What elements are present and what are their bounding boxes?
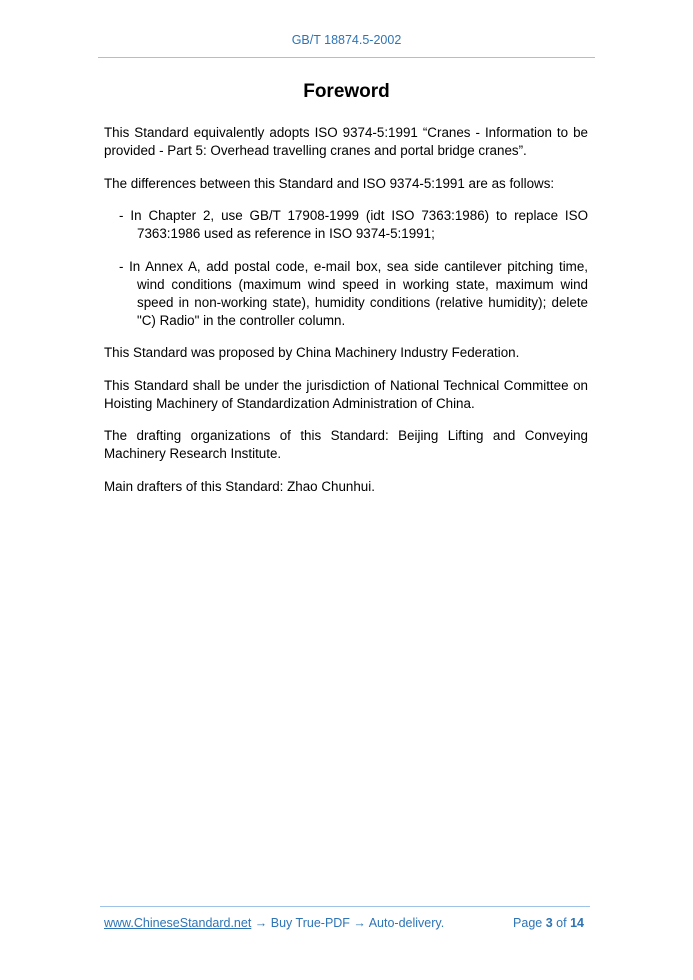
header-divider (98, 57, 595, 58)
list-item-chapter-2: - In Chapter 2, use GB/T 17908-1999 (idt ISO 7363:1986) to replace ISO 7363:1986 used as reference in ISO 9374-5:1991; (119, 208, 588, 241)
paragraph-jurisdiction: This Standard shall be under the jurisdiction of National Technical Committee on Hoisting Machinery of Standardization Administration of China. (104, 377, 588, 411)
paragraph-drafting-organizations: The drafting organizations of this Standard: Beijing Lifting and Conveying Machinery Research Institute. (104, 428, 588, 461)
page-of-label: of (556, 916, 567, 930)
page-total: 14 (570, 916, 584, 930)
paragraph-proposed-by: This Standard was proposed by China Machinery Industry Federation. (104, 345, 520, 360)
page-label: Page (513, 916, 543, 930)
foreword-body (104, 124, 588, 510)
footer-promo-text: → Buy True-PDF → Auto-delivery. (251, 916, 445, 930)
website-link[interactable]: www.ChineseStandard.net (104, 916, 252, 930)
page-title: Foreword (303, 81, 390, 102)
page-number (513, 916, 584, 930)
footer-promo (104, 916, 444, 930)
footer-divider (100, 906, 590, 907)
paragraph-adoption: This Standard equivalently adopts ISO 9374-5:1991 “Cranes - Information to be provided - Part 5: Overhead travelling cranes and portal bridge cranes”. (104, 125, 588, 158)
paragraph-differences-intro: The differences between this Standard and ISO 9374-5:1991 are as follows: (104, 175, 555, 191)
page-current: 3 (545, 916, 553, 930)
list-item-annex-a: - In Annex A, add postal code, e-mail box, sea side cantilever pitching time, wind conditions (maximum wind speed in working state, maximum wind speed in non-working state), humidity conditions (relative humidity); delete "C) Radio" in the controller column. (119, 258, 588, 328)
paragraph-main-drafters: Main drafters of this Standard: Zhao Chunhui. (104, 478, 375, 494)
page-header: GB/T 18874.5-2002 (291, 33, 402, 47)
